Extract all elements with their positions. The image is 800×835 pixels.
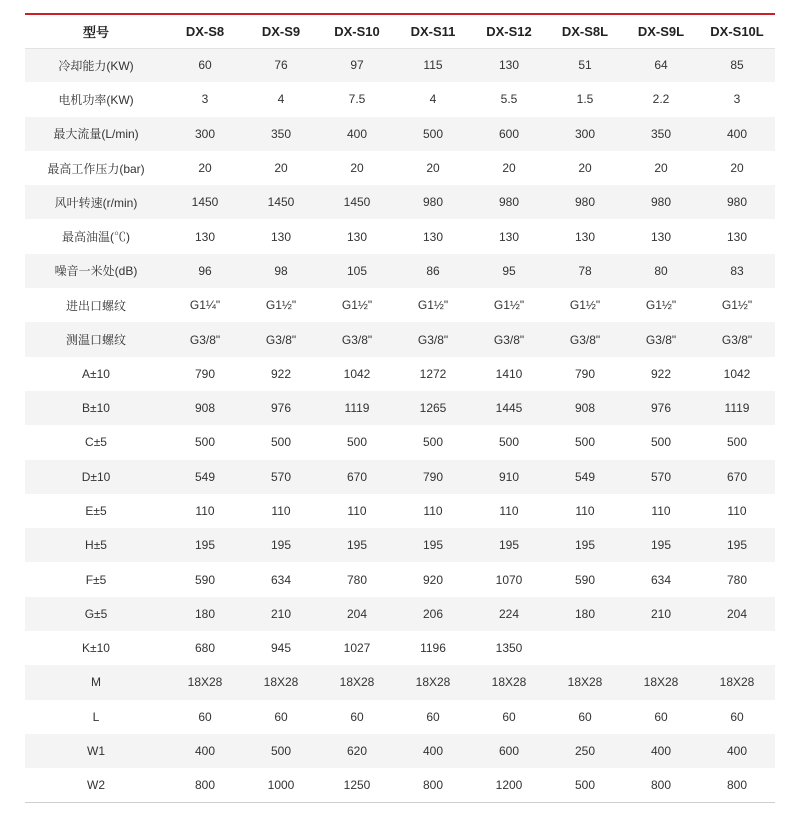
row-label: L xyxy=(92,709,100,724)
table-cell: 500 xyxy=(194,435,216,450)
table-cell: 400 xyxy=(726,744,748,759)
table-cell: 20 xyxy=(730,161,744,176)
table-cell: 1445 xyxy=(495,401,523,416)
spec-table xyxy=(25,13,775,803)
table-cell: 80 xyxy=(654,263,668,278)
table-cell: 130 xyxy=(726,229,748,244)
table-row xyxy=(25,82,775,116)
table-cell: 945 xyxy=(270,641,292,656)
table-cell: 85 xyxy=(730,58,744,73)
table-cell: 130 xyxy=(574,229,596,244)
table-cell: 110 xyxy=(651,504,671,518)
table-cell: 1450 xyxy=(267,195,295,210)
table-cell: 18X28 xyxy=(567,675,603,690)
table-cell: 130 xyxy=(346,229,368,244)
header-model-column: DX-S8 xyxy=(167,14,243,48)
table-cell: 300 xyxy=(574,126,596,141)
table-row xyxy=(25,700,775,734)
table-cell: 18X28 xyxy=(415,675,451,690)
header-model-column: DX-S10L xyxy=(699,14,775,48)
table-cell: 400 xyxy=(422,744,444,759)
table-cell: 195 xyxy=(498,538,520,553)
table-cell: 20 xyxy=(654,161,668,176)
table-cell: 110 xyxy=(347,504,367,518)
table-cell: 64 xyxy=(654,58,668,73)
table-cell: 790 xyxy=(194,366,216,381)
table-cell: 780 xyxy=(346,572,368,587)
table-cell: G1½" xyxy=(569,298,601,313)
table-cell: G3/8" xyxy=(189,332,221,347)
table-cell: 105 xyxy=(346,263,368,278)
table-cell: 400 xyxy=(346,126,368,141)
table-cell: 86 xyxy=(426,263,440,278)
table-cell: 60 xyxy=(578,709,592,724)
table-cell: 500 xyxy=(726,435,748,450)
row-label: H±5 xyxy=(85,538,107,553)
table-row xyxy=(25,562,775,596)
table-cell xyxy=(623,631,699,665)
table-cell xyxy=(547,631,623,665)
header-model-label: 型号 xyxy=(25,14,167,48)
table-cell: 1027 xyxy=(343,641,371,656)
table-cell: 976 xyxy=(650,401,672,416)
table-cell: 800 xyxy=(726,778,748,793)
table-cell: 400 xyxy=(194,744,216,759)
row-label: 冷却能力(KW) xyxy=(58,58,134,73)
table-row xyxy=(25,322,775,356)
table-cell: 210 xyxy=(650,606,672,621)
row-label: C±5 xyxy=(85,435,107,450)
table-row xyxy=(25,494,775,528)
table-cell: 634 xyxy=(270,572,292,587)
table-cell: 224 xyxy=(498,606,520,621)
table-cell: 1200 xyxy=(495,778,523,793)
row-label: 风叶转速(r/min) xyxy=(54,195,138,210)
table-cell: 18X28 xyxy=(263,675,299,690)
table-cell: G1½" xyxy=(265,298,297,313)
table-cell: 980 xyxy=(574,195,596,210)
table-cell xyxy=(699,631,775,665)
table-row xyxy=(25,288,775,322)
table-cell: 790 xyxy=(422,469,444,484)
table-row xyxy=(25,151,775,185)
table-cell: 78 xyxy=(578,263,592,278)
table-cell: G3/8" xyxy=(645,332,677,347)
table-row xyxy=(25,425,775,459)
table-cell: 500 xyxy=(498,435,520,450)
table-row xyxy=(25,254,775,288)
table-cell: 60 xyxy=(730,709,744,724)
table-cell: 195 xyxy=(346,538,368,553)
table-cell: 20 xyxy=(502,161,516,176)
table-cell: 350 xyxy=(270,126,292,141)
row-label: F±5 xyxy=(85,572,107,587)
table-cell: 800 xyxy=(422,778,444,793)
table-row xyxy=(25,597,775,631)
table-cell: 115 xyxy=(423,58,443,73)
spec-table-container xyxy=(25,13,775,803)
table-cell: G1½" xyxy=(645,298,677,313)
table-cell: 1119 xyxy=(724,401,750,416)
table-cell: 920 xyxy=(422,572,444,587)
row-label: 最高工作压力(bar) xyxy=(47,161,145,176)
table-cell: 570 xyxy=(270,469,292,484)
row-label: 最高油温(℃) xyxy=(62,230,130,245)
row-label: 噪音一米处(dB) xyxy=(54,264,138,279)
table-cell: 3 xyxy=(201,92,209,107)
row-label: W2 xyxy=(87,778,105,793)
table-cell: 500 xyxy=(270,435,292,450)
table-cell: 1350 xyxy=(495,641,523,656)
table-cell: 180 xyxy=(574,606,596,621)
table-cell: 800 xyxy=(650,778,672,793)
table-cell: 500 xyxy=(574,778,596,793)
table-row xyxy=(25,48,775,82)
table-cell: 4 xyxy=(277,92,285,107)
table-cell: 18X28 xyxy=(491,675,527,690)
table-cell: 130 xyxy=(422,229,444,244)
table-cell: 195 xyxy=(650,538,672,553)
header-model-column: DX-S10 xyxy=(319,14,395,48)
table-row xyxy=(25,460,775,494)
table-cell: 110 xyxy=(727,504,747,518)
row-label: E±5 xyxy=(85,504,107,518)
table-cell: 1410 xyxy=(495,366,523,381)
table-cell: 980 xyxy=(726,195,748,210)
table-cell: G3/8" xyxy=(265,332,297,347)
table-cell: 206 xyxy=(422,606,444,621)
table-cell: 18X28 xyxy=(187,675,223,690)
table-row xyxy=(25,357,775,391)
table-cell: 180 xyxy=(194,606,216,621)
table-cell: 680 xyxy=(194,641,216,656)
table-cell: 976 xyxy=(270,401,292,416)
table-cell: 18X28 xyxy=(643,675,679,690)
table-cell: 195 xyxy=(574,538,596,553)
table-cell: 7.5 xyxy=(348,92,366,107)
table-cell: 500 xyxy=(422,126,444,141)
table-cell: 1042 xyxy=(343,366,371,381)
table-cell: 2.2 xyxy=(652,92,670,107)
table-cell: G1½" xyxy=(493,298,525,313)
table-cell: 1119 xyxy=(344,401,370,416)
table-cell: 790 xyxy=(574,366,596,381)
table-cell: 5.5 xyxy=(500,92,518,107)
header-model-column: DX-S9L xyxy=(623,14,699,48)
table-cell: 3 xyxy=(733,92,741,107)
table-cell: 97 xyxy=(350,58,364,73)
table-row xyxy=(25,391,775,425)
table-cell: G3/8" xyxy=(417,332,449,347)
table-cell: 130 xyxy=(498,229,520,244)
table-cell: 500 xyxy=(270,744,292,759)
table-cell: 60 xyxy=(502,709,516,724)
table-cell: 60 xyxy=(274,709,288,724)
table-cell: 1450 xyxy=(191,195,219,210)
table-cell: 600 xyxy=(498,126,520,141)
table-cell: 1196 xyxy=(420,641,446,656)
table-cell: 76 xyxy=(274,58,288,73)
row-label: 进出口螺纹 xyxy=(65,298,126,313)
row-label: K±10 xyxy=(82,641,110,656)
table-cell: 620 xyxy=(346,744,368,759)
header-model-column: DX-S8L xyxy=(547,14,623,48)
table-cell: 908 xyxy=(194,401,216,416)
table-cell: 570 xyxy=(650,469,672,484)
table-cell: 60 xyxy=(350,709,364,724)
table-cell: G3/8" xyxy=(569,332,601,347)
table-cell: 20 xyxy=(350,161,364,176)
table-cell: 98 xyxy=(274,263,288,278)
row-label: A±10 xyxy=(82,366,110,381)
table-cell: 95 xyxy=(502,263,516,278)
table-cell: 980 xyxy=(498,195,520,210)
table-cell: 83 xyxy=(730,263,744,278)
table-row xyxy=(25,528,775,562)
table-row xyxy=(25,768,775,802)
table-cell: 60 xyxy=(426,709,440,724)
table-cell: 20 xyxy=(198,161,212,176)
table-cell: 1265 xyxy=(419,401,447,416)
table-cell: 60 xyxy=(198,709,212,724)
table-cell: 195 xyxy=(422,538,444,553)
table-cell: 130 xyxy=(650,229,672,244)
table-cell: 60 xyxy=(198,58,212,73)
table-cell: 1042 xyxy=(723,366,751,381)
table-cell: 195 xyxy=(726,538,748,553)
table-cell: 500 xyxy=(346,435,368,450)
table-cell: 670 xyxy=(726,469,748,484)
table-cell: 204 xyxy=(346,606,368,621)
table-cell: 1070 xyxy=(495,572,523,587)
table-cell: 600 xyxy=(498,744,520,759)
table-cell: 780 xyxy=(726,572,748,587)
table-cell: 670 xyxy=(346,469,368,484)
table-cell: 350 xyxy=(650,126,672,141)
table-row xyxy=(25,185,775,219)
table-row xyxy=(25,117,775,151)
table-row xyxy=(25,734,775,768)
table-cell: 4 xyxy=(429,92,437,107)
table-cell: 922 xyxy=(270,366,292,381)
table-cell: 20 xyxy=(274,161,288,176)
table-cell: 910 xyxy=(498,469,520,484)
table-cell: 400 xyxy=(726,126,748,141)
row-label: 最大流量(L/min) xyxy=(53,127,139,142)
table-cell: 549 xyxy=(574,469,596,484)
header-model-column: DX-S12 xyxy=(471,14,547,48)
table-body xyxy=(25,48,775,803)
table-cell: 110 xyxy=(499,504,519,518)
row-label: B±10 xyxy=(82,401,110,416)
table-cell: 1.5 xyxy=(576,92,594,107)
table-cell: 590 xyxy=(574,572,596,587)
table-row xyxy=(25,219,775,253)
table-cell: 110 xyxy=(575,504,595,518)
table-cell: 210 xyxy=(270,606,292,621)
table-cell: G3/8" xyxy=(721,332,753,347)
table-cell: 20 xyxy=(426,161,440,176)
table-cell: 500 xyxy=(574,435,596,450)
row-label: D±10 xyxy=(81,469,111,484)
table-cell: 500 xyxy=(650,435,672,450)
table-header xyxy=(25,14,775,48)
header-model-column: DX-S11 xyxy=(395,14,471,48)
table-cell: 980 xyxy=(422,195,444,210)
table-cell: 130 xyxy=(498,58,520,73)
table-cell: 51 xyxy=(578,58,592,73)
table-cell: G3/8" xyxy=(341,332,373,347)
table-cell: 922 xyxy=(650,366,672,381)
table-cell: 980 xyxy=(650,195,672,210)
table-cell: 1272 xyxy=(419,366,447,381)
header-model-column: DX-S9 xyxy=(243,14,319,48)
table-cell: 96 xyxy=(198,263,212,278)
table-cell: 1250 xyxy=(343,778,371,793)
row-label: 电机功率(KW) xyxy=(58,92,134,107)
table-row xyxy=(25,631,775,665)
table-cell: 590 xyxy=(194,572,216,587)
table-cell: 130 xyxy=(270,229,292,244)
row-label: M xyxy=(91,675,101,690)
table-cell: 130 xyxy=(194,229,216,244)
table-cell: 634 xyxy=(650,572,672,587)
row-label: W1 xyxy=(87,744,105,759)
table-cell: G1¼" xyxy=(189,298,221,313)
row-label: G±5 xyxy=(84,606,108,621)
table-cell: 110 xyxy=(195,504,215,518)
table-cell: 18X28 xyxy=(719,675,755,690)
table-cell: 195 xyxy=(194,538,216,553)
table-cell: 400 xyxy=(650,744,672,759)
table-cell: 908 xyxy=(574,401,596,416)
table-cell: 18X28 xyxy=(339,675,375,690)
row-label: 测温口螺纹 xyxy=(65,333,126,348)
table-row xyxy=(25,665,775,699)
table-cell: G1½" xyxy=(417,298,449,313)
table-cell: 300 xyxy=(194,126,216,141)
table-cell: 20 xyxy=(578,161,592,176)
table-cell: 500 xyxy=(422,435,444,450)
table-cell: 195 xyxy=(270,538,292,553)
table-cell: 110 xyxy=(423,504,443,518)
header-row xyxy=(25,14,775,48)
table-cell: 110 xyxy=(271,504,291,518)
table-cell: 1000 xyxy=(267,778,295,793)
table-cell: G3/8" xyxy=(493,332,525,347)
table-cell: G1½" xyxy=(341,298,373,313)
table-cell: 549 xyxy=(194,469,216,484)
table-cell: 60 xyxy=(654,709,668,724)
table-cell: 1450 xyxy=(343,195,371,210)
table-cell: 204 xyxy=(726,606,748,621)
table-cell: G1½" xyxy=(721,298,753,313)
table-cell: 250 xyxy=(574,744,596,759)
table-cell: 800 xyxy=(194,778,216,793)
